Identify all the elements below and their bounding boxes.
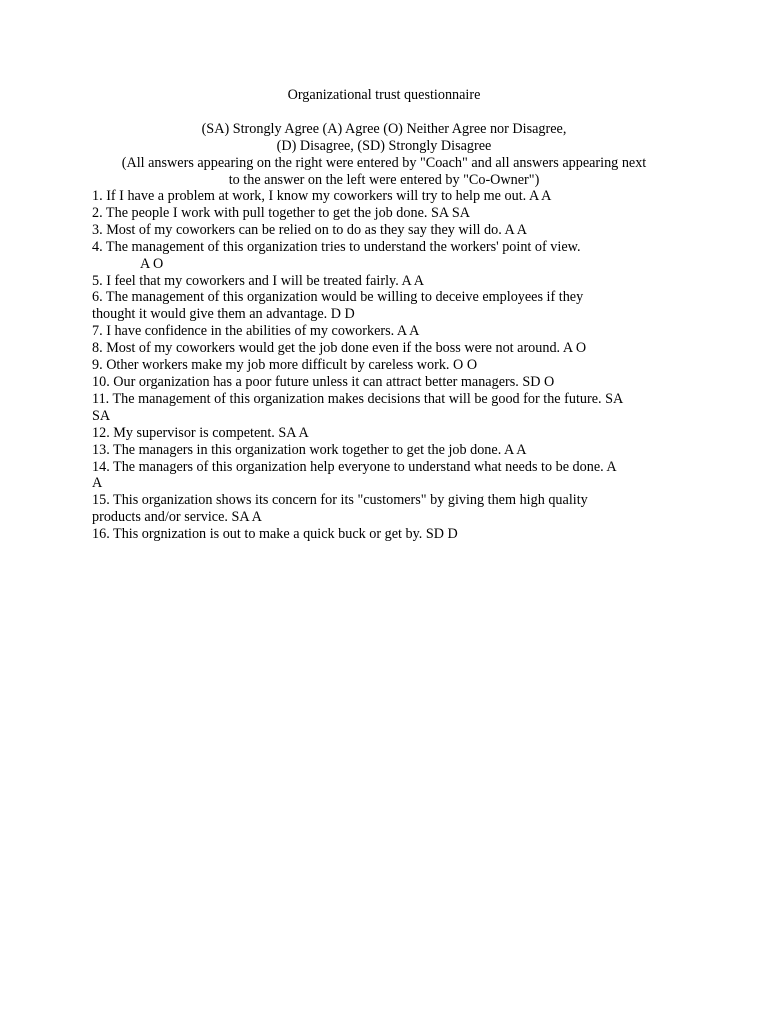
question-line: 14. The managers of this organization help everyone to understand what needs to be done. A <box>92 458 617 475</box>
question-item: 8. Most of my coworkers would get the job done even if the boss were not around. A O <box>92 340 587 357</box>
question-line: 15. This organization shows its concern for its "customers" by giving them high quality <box>92 492 588 509</box>
question-item: 12. My supervisor is competent. SA A <box>92 424 309 441</box>
question-list <box>92 188 692 543</box>
question-item: 3. Most of my coworkers can be relied on to do as they say they will do. A A <box>92 221 528 238</box>
answer-legend <box>0 121 768 189</box>
respondent-note-line: (All answers appearing on the right were entered by "Coach" and all answers appearing next <box>121 154 647 171</box>
question-item <box>92 239 692 273</box>
legend-line: (SA) Strongly Agree (A) Agree (O) Neither Agree nor Disagree, <box>201 121 567 137</box>
question-line: 6. The management of this organization would be willing to deceive employees if they <box>92 289 584 306</box>
question-item <box>92 492 692 526</box>
question-line: thought it would give them an advantage. D D <box>92 306 355 323</box>
question-answers: A <box>92 475 103 492</box>
question-item: 13. The managers in this organization work together to get the job done. A A <box>92 441 527 458</box>
legend-line: (D) Disagree, (SD) Strongly Disagree <box>276 137 492 154</box>
question-line: 4. The management of this organization tries to understand the workers' point of view. <box>92 238 581 255</box>
question-item: 1. If I have a problem at work, I know my coworkers will try to help me out. A A <box>92 188 552 204</box>
question-item: 16. This orgnization is out to make a quick buck or get by. SD D <box>92 526 458 543</box>
question-answers: SA <box>92 407 111 424</box>
question-answers: A O <box>140 255 164 272</box>
question-item: 9. Other workers make my job more difficult by careless work. O O <box>92 357 478 374</box>
question-item: 10. Our organization has a poor future unless it can attract better managers. SD O <box>92 373 555 390</box>
question-line: products and/or service. SA A <box>92 509 262 526</box>
question-item: 2. The people I work with pull together to get the job done. SA SA <box>92 204 471 221</box>
respondent-note-line: to the answer on the left were entered by "Co-Owner") <box>228 171 540 188</box>
question-item <box>92 459 692 493</box>
question-line: 11. The management of this organization makes decisions that will be good for the future. SA <box>92 390 624 407</box>
question-item <box>92 391 692 425</box>
question-item <box>92 289 692 323</box>
question-item: 5. I feel that my coworkers and I will be treated fairly. A A <box>92 272 424 289</box>
page-title: Organizational trust questionnaire <box>287 87 481 103</box>
question-item: 7. I have confidence in the abilities of my coworkers. A A <box>92 323 420 340</box>
